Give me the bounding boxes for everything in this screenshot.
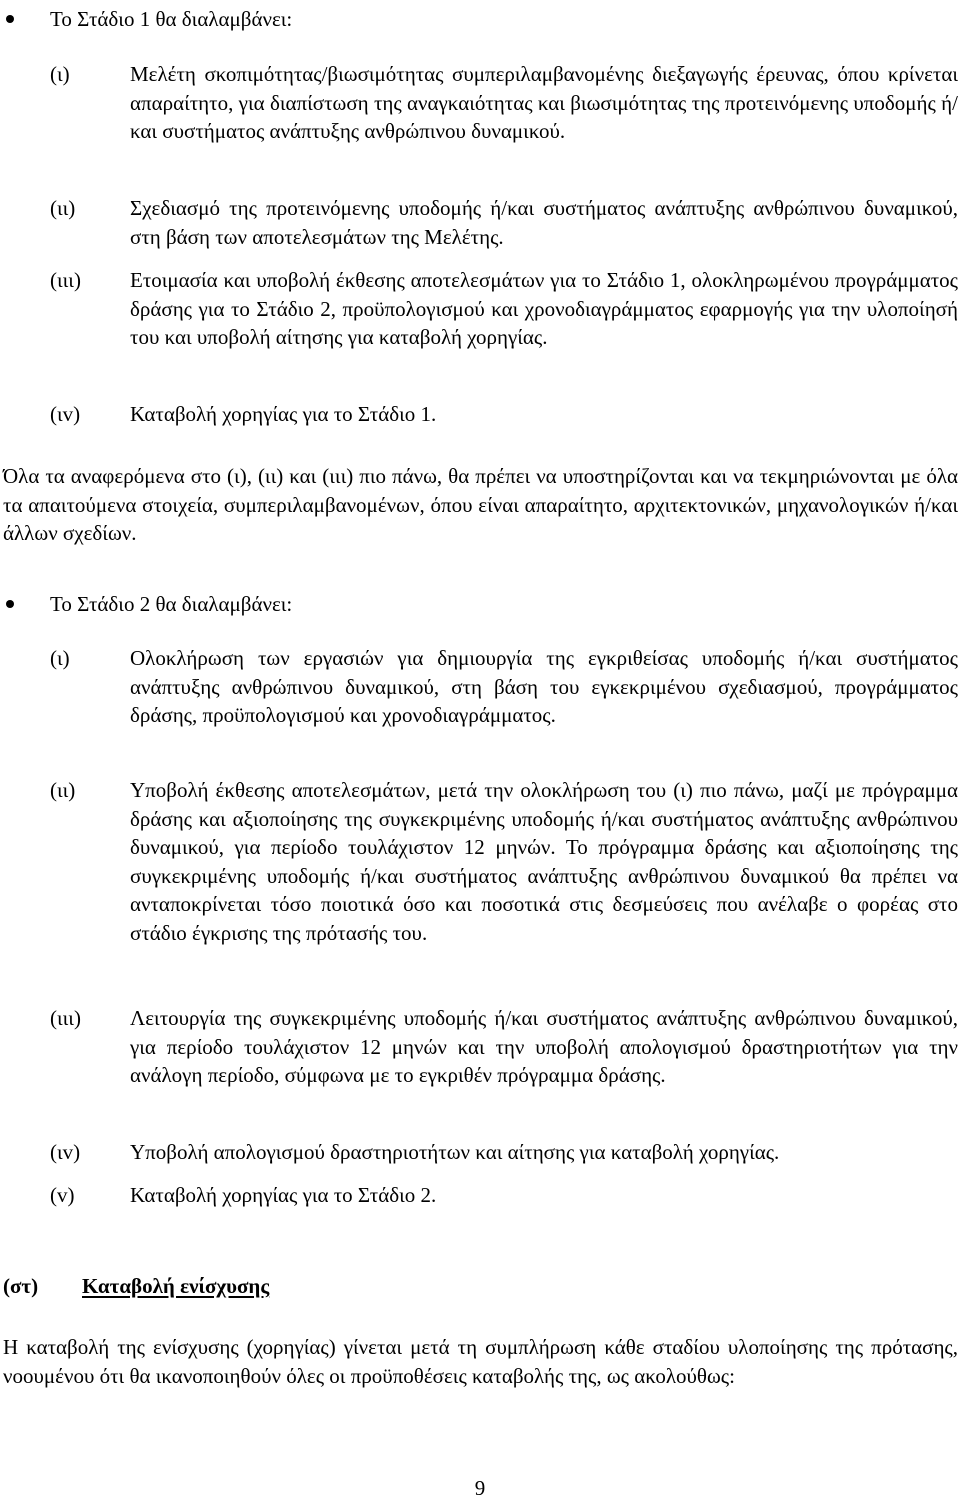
stage2-heading: Το Στάδιο 2 θα διαλαμβάνει: <box>50 592 293 616</box>
item-number: (ιι) <box>50 778 76 802</box>
bullet-icon <box>6 15 14 23</box>
item-text: Ετοιμασία και υποβολή έκθεσης αποτελεσμάτων για το Στάδιο 1, ολοκληρωμένου προγράμματος δράσης για το Στάδιο 2, προϋπολογισμού και χρονοδιαγράμματος εφαρμογής για την υλοποίησή του και υποβολή αίτησης για καταβολή χορηγίας. <box>130 268 958 349</box>
item-number: (ι) <box>50 62 70 86</box>
item-number: (ιι) <box>50 196 76 220</box>
stage1-note: Όλα τα αναφερόμενα στο (ι), (ιι) και (ιιι) πιο πάνω, θα πρέπει να υποστηρίζονται και να τεκμηριώνονται με όλα τα απαιτούμενα στοιχεία, συμπεριλαμβανομένων, όπου είναι απαραίτητο, αρχιτεκτονικών, μηχανολογικών ή/και άλλων σχεδίων. <box>3 464 958 545</box>
item-text: Καταβολή χορηγίας για το Στάδιο 2. <box>130 1183 437 1207</box>
item-number: (ιιι) <box>50 268 81 292</box>
item-number: (ιv) <box>50 1140 81 1164</box>
item-text: Υποβολή απολογισμού δραστηριοτήτων και αίτησης για καταβολή χορηγίας. <box>130 1140 780 1164</box>
item-text: Μελέτη σκοπιμότητας/βιωσιμότητας συμπεριλαμβανομένης διεξαγωγής έρευνας, όπου κρίνεται απαραίτητο, για διαπίστωση της αναγκαιότητας και βιωσιμότητας της προτεινόμενης υποδομής ή/και συστήματος ανάπτυξης ανθρώπινου δυναμικού. <box>130 62 958 143</box>
item-number: (ιιι) <box>50 1006 81 1030</box>
item-text: Σχεδιασμό της προτεινόμενης υποδομής ή/και συστήματος ανάπτυξης ανθρώπινου δυναμικού, στη βάση των αποτελεσμάτων της Μελέτης. <box>130 196 958 249</box>
item-number: (ι) <box>50 646 70 670</box>
stage2-bullet <box>0 590 960 619</box>
section-text: Η καταβολή της ενίσχυσης (χορηγίας) γίνεται μετά τη συμπλήρωση κάθε σταδίου υλοποίησης της πρότασης, νοουμένου ότι θα ικανοποιηθούν όλες οι προϋποθέσεις καταβολής της, ως ακολούθως: <box>3 1335 958 1388</box>
item-text: Ολοκλήρωση των εργασιών για δημιουργία της εγκριθείσας υποδομής ή/και συστήματος ανάπτυξης ανθρώπινου δυναμικού, στη βάση του εγκεκριμένου σχεδιασμού, προγράμματος δράσης, προϋπολογισμού και χρονοδιαγράμματος. <box>130 646 958 727</box>
bullet-icon <box>6 600 14 608</box>
item-text: Λειτουργία της συγκεκριμένης υποδομής ή/και συστήματος ανάπτυξης ανθρώπινου δυναμικού, για περίοδο τουλάχιστον 12 μηνών και την υποβολή απολογισμού δραστηριοτήτων για την ανάλογη περίοδο, σύμφωνα με το εγκριθέν πρόγραμμα δράσης. <box>130 1006 958 1087</box>
item-number: (v) <box>50 1183 75 1207</box>
stage1-heading: Το Στάδιο 1 θα διαλαμβάνει: <box>50 7 293 31</box>
page-number: 9 <box>474 1476 486 1500</box>
item-text: Υποβολή έκθεσης αποτελεσμάτων, μετά την ολοκλήρωση του (ι) πιο πάνω, μαζί με πρόγραμμα δράσης και αξιοποίησης της συγκεκριμένης υποδομής ή/και συστήματος ανάπτυξης ανθρώπινου δυναμικού, για περίοδο τουλάχιστον 12 μηνών. Το πρόγραμμα δράσης και αξιοποίησης της συγκεκριμένης υποδομής ή/και συστήματος ανάπτυξης ανθρώπινου δυναμικού θα πρέπει να ανταποκρίνεται τόσο ποιοτικά όσο και ποσοτικά στις δεσμεύσεις που ανέλαβε ο φορέας στο στάδιο έγκρισης της πρότασής του. <box>130 778 958 945</box>
item-number: (ιv) <box>50 402 81 426</box>
item-text: Καταβολή χορηγίας για το Στάδιο 1. <box>130 402 437 426</box>
section-number: (στ) <box>3 1274 39 1298</box>
section-title: Καταβολή ενίσχυσης <box>82 1274 270 1298</box>
stage1-bullet <box>0 5 960 34</box>
